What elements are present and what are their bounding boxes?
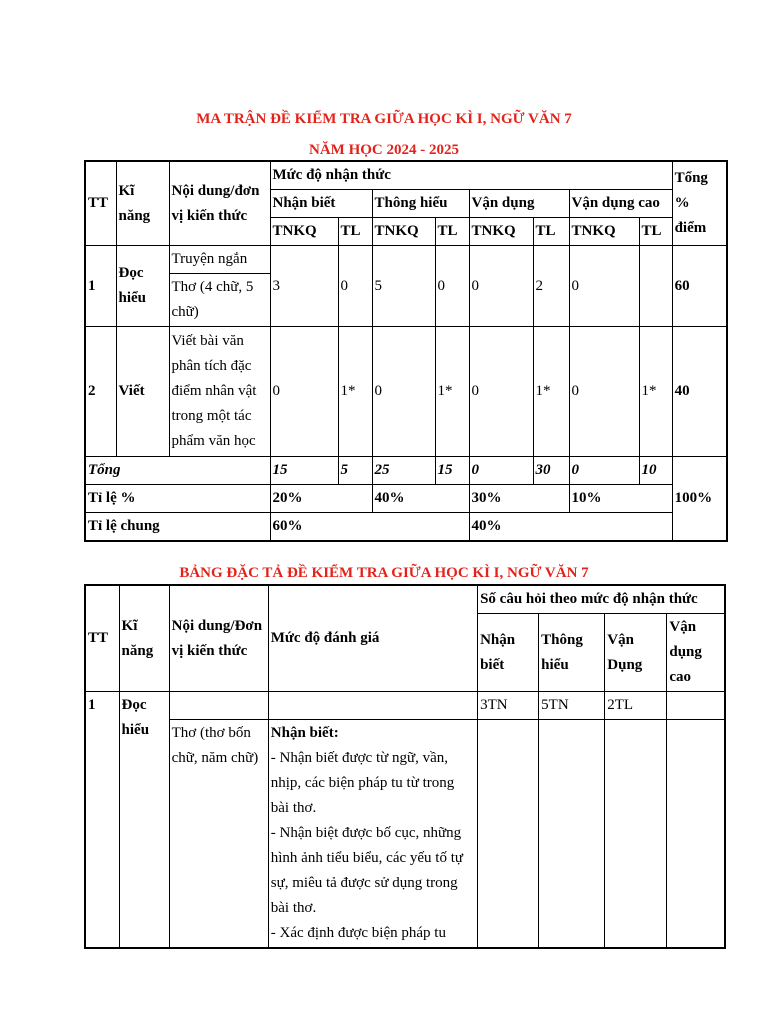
header-level-high-application: Vận dụng cao [667,614,725,692]
cell-value: 3 [270,246,338,327]
count-recognition: 3TN [478,692,539,720]
overall-ratio-label: Tỉ lệ chung [85,513,270,542]
row-tt: 2 [85,327,116,457]
cell-value: 0 [569,246,639,327]
cell-value: 1* [639,327,672,457]
header-level-comprehension: Thông hiểu [539,614,605,692]
empty-cell [539,720,605,949]
matrix-title: MA TRẬN ĐỀ KIỂM TRA GIỮA HỌC KÌ I, NGỮ VĂN 7 [196,111,572,127]
cell-value: 15 [435,457,469,485]
content-short-story: Truyện ngắn [170,246,270,274]
cell-value: 0 [435,246,469,327]
empty-cell [268,692,477,720]
cell-value: 0 [569,327,639,457]
header-total-percent: Tổng % điểm [672,161,727,246]
header-level-application: Vận Dụng [605,614,667,692]
row-skill: Viết [116,327,169,457]
header-content: Nội dung/Đơn vị kiến thức [169,585,268,692]
cell-value: 0 [469,246,533,327]
row-tt: 1 [85,246,116,327]
row-tt: 1 [85,692,119,949]
header-skill: Kĩ năng [119,585,169,692]
row-content: Viết bài văn phân tích đặc điểm nhân vật trong một tác phẩm văn học [169,327,270,457]
header-cognitive-level: Mức độ nhận thức [270,161,672,190]
count-application: 2TL [605,692,667,720]
row-total: 40 [672,327,727,457]
header-tnkq: TNKQ [372,218,435,246]
table-row [85,720,725,949]
header-level-comprehension: Thông hiểu [372,190,469,218]
header-level-application: Vận dụng [469,190,569,218]
assessment-line: - Nhận biết được từ ngữ, vần, nhịp, các biện pháp tu từ trong bài thơ. [270,750,455,816]
cell-value: 5 [372,246,435,327]
empty-cell [605,720,667,949]
header-tnkq: TNKQ [270,218,338,246]
ratio-label: Tỉ lệ % [85,485,270,513]
cell-value: 0 [469,327,533,457]
cell-value: 10 [639,457,672,485]
content-poetry: Thơ (4 chữ, 5 chữ) [171,279,254,320]
assessment-line: - Nhận biệt được bố cục, những hình ảnh tiểu biểu, các yếu tố tự sự, miêu tả được sử dụng trong bài thơ. [270,825,464,916]
grand-total: 100% [672,457,727,542]
cell-value: 0 [372,327,435,457]
header-tt: TT [85,161,116,246]
header-assessment-level: Mức độ đánh giá [268,585,477,692]
cell-value: 10% [569,485,672,513]
cell-value: 1* [533,327,569,457]
header-level-recognition: Nhận biết [478,614,539,692]
header-tnkq: TNKQ [469,218,533,246]
spec-table [84,584,726,949]
header-question-count: Số câu hỏi theo mức độ nhận thức [478,585,725,614]
header-tt: TT [85,585,119,692]
cell-value: 0 [469,457,533,485]
table-row [85,692,725,720]
cell-value: 25 [372,457,435,485]
cell-value: 20% [270,485,372,513]
header-tl: TL [338,218,372,246]
matrix-table [84,160,728,542]
cell-value: 0 [270,327,338,457]
header-level-high-application: Vận dụng cao [569,190,672,218]
header-content: Nội dung/đơn vị kiến thức [169,161,270,246]
cell-value: 40% [372,485,469,513]
empty-cell [478,720,539,949]
cell-value: 15 [270,457,338,485]
cell-value: 2 [533,246,569,327]
count-comprehension: 5TN [539,692,605,720]
header-level-recognition: Nhận biết [270,190,372,218]
cell-value: 1* [338,327,372,457]
count-high-application [667,692,725,720]
empty-cell [667,720,725,949]
cell-value: 60% [270,513,469,542]
table-row [85,246,727,327]
cell-value: 0 [338,246,372,327]
spec-title: BẢNG ĐẶC TẢ ĐỀ KIỂM TRA GIỮA HỌC KÌ I, NGỮ VĂN 7 [179,565,589,581]
row-skill: Đọc hiểu [116,246,169,327]
school-year-title: NĂM HỌC 2024 - 2025 [309,142,459,158]
cell-value: 5 [338,457,372,485]
cell-value: 30% [469,485,569,513]
assessment-line: - Xác định được biện pháp tu [270,925,446,941]
header-tnkq: TNKQ [569,218,639,246]
cell-value: 40% [469,513,672,542]
row-total: 60 [672,246,727,327]
header-tl: TL [639,218,672,246]
table-row [85,457,727,485]
assessment-heading: Nhận biết: [270,725,339,741]
row-content [169,246,270,327]
row-content: Thơ (thơ bốn chữ, năm chữ) [169,720,268,949]
table-row [85,327,727,457]
table-row [85,485,727,513]
table-row [85,513,727,542]
empty-cell [169,692,268,720]
header-skill: Kĩ năng [116,161,169,246]
header-tl: TL [435,218,469,246]
header-tl: TL [533,218,569,246]
cell-value: 0 [569,457,639,485]
cell-value: 30 [533,457,569,485]
total-label: Tổng [85,457,270,485]
row-assessment [268,720,477,949]
cell-value: 1* [435,327,469,457]
cell-value [639,246,672,327]
row-skill: Đọc hiểu [119,692,169,949]
